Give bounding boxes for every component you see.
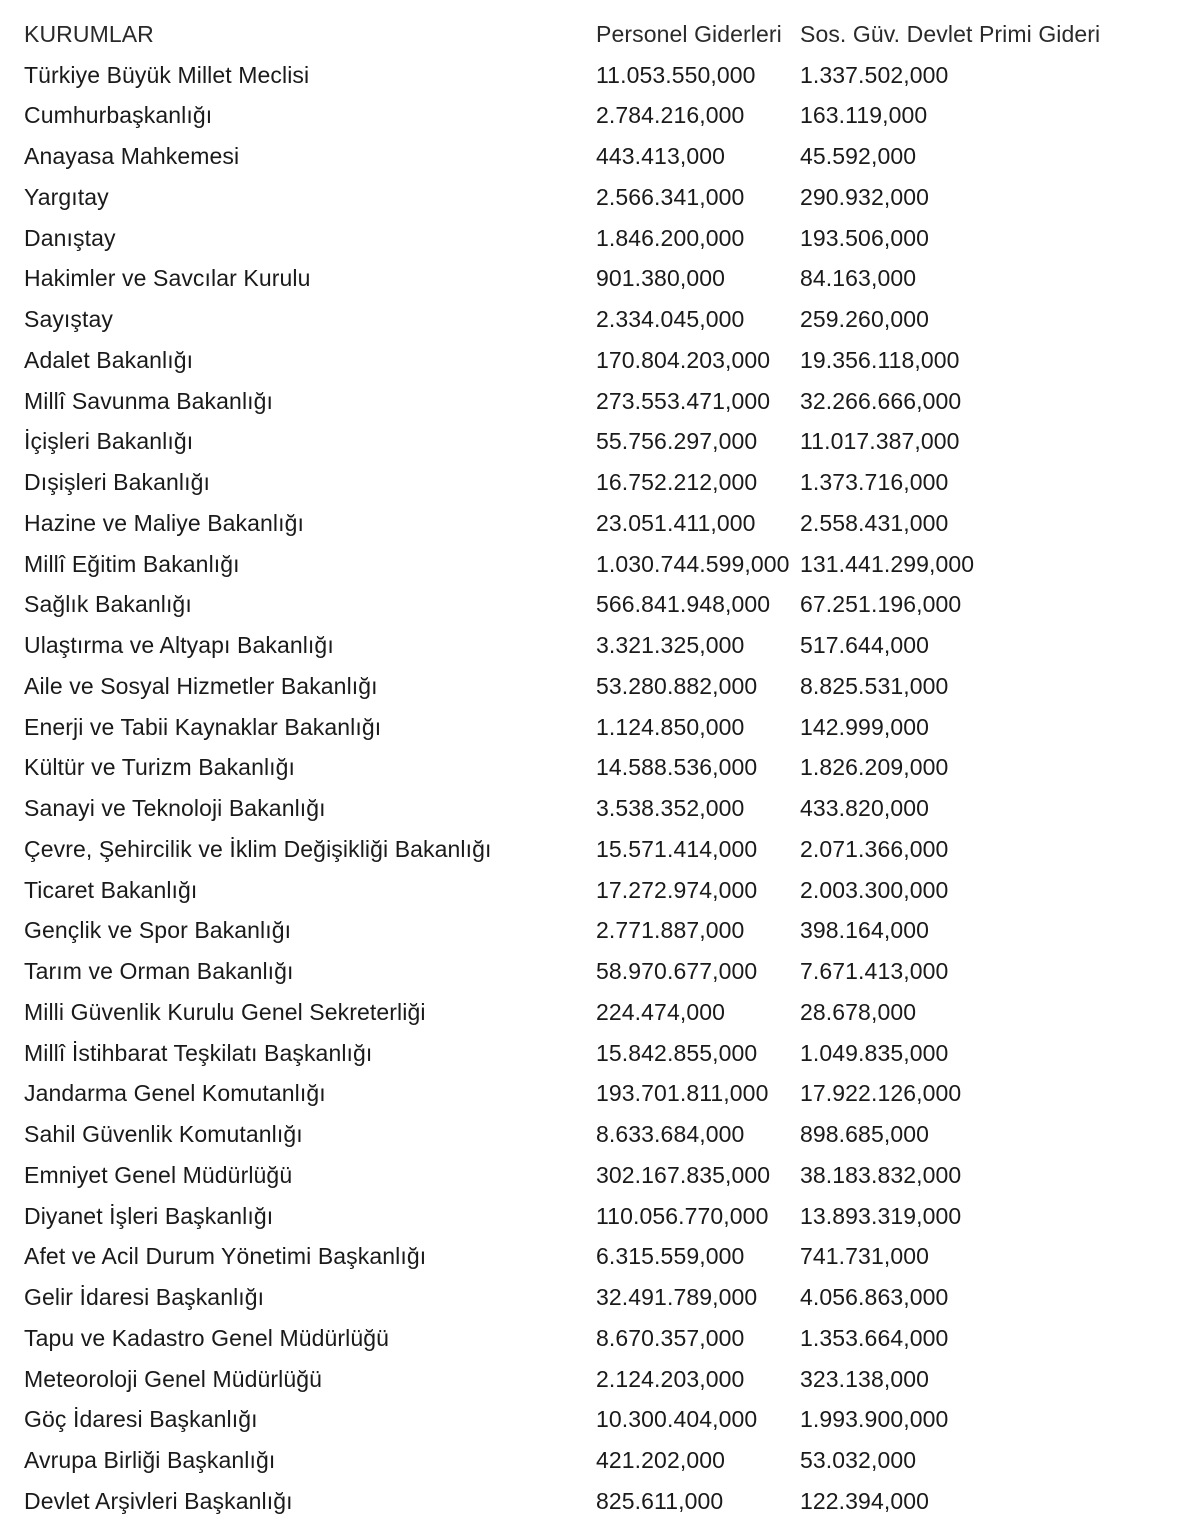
sos-guv-prim-value: 19.356.118,000 bbox=[800, 346, 960, 373]
table-row bbox=[24, 829, 1184, 870]
institution-name: Ulaştırma ve Altyapı Bakanlığı bbox=[24, 632, 334, 659]
institution-name: Gençlik ve Spor Bakanlığı bbox=[24, 917, 292, 944]
personel-giderleri-value: 443.413,000 bbox=[596, 143, 726, 170]
personel-giderleri-value: 23.051.411,000 bbox=[596, 509, 756, 536]
personel-giderleri-value: 2.784.216,000 bbox=[596, 102, 745, 129]
institution-name: Türkiye Büyük Millet Meclisi bbox=[24, 61, 310, 88]
sos-guv-prim-value: 1.049.835,000 bbox=[800, 1039, 949, 1066]
table-row bbox=[24, 1359, 1184, 1400]
sos-guv-prim-value: 11.017.387,000 bbox=[800, 428, 960, 455]
sos-guv-prim-value: 38.183.832,000 bbox=[800, 1161, 962, 1188]
institution-name: Sayıştay bbox=[24, 306, 114, 333]
sos-guv-prim-value: 122.394,000 bbox=[800, 1487, 930, 1514]
personel-giderleri-value: 53.280.882,000 bbox=[596, 672, 758, 699]
sos-guv-prim-value: 53.032,000 bbox=[800, 1447, 917, 1474]
institution-name: Anayasa Mahkemesi bbox=[24, 143, 240, 170]
table-row bbox=[24, 707, 1184, 748]
personel-giderleri-value: 58.970.677,000 bbox=[596, 958, 758, 985]
table-row bbox=[24, 381, 1184, 422]
sos-guv-prim-value: 2.558.431,000 bbox=[800, 509, 949, 536]
institution-name: Enerji ve Tabii Kaynaklar Bakanlığı bbox=[24, 713, 382, 740]
sos-guv-prim-value: 17.922.126,000 bbox=[800, 1080, 962, 1107]
institution-name: Yargıtay bbox=[24, 183, 109, 210]
table-row bbox=[24, 625, 1184, 666]
sos-guv-prim-value: 398.164,000 bbox=[800, 917, 930, 944]
institution-name: Avrupa Birliği Başkanlığı bbox=[24, 1447, 276, 1474]
table-row bbox=[24, 1400, 1184, 1441]
personel-giderleri-value: 8.633.684,000 bbox=[596, 1121, 745, 1148]
personel-giderleri-value: 566.841.948,000 bbox=[596, 591, 771, 618]
personel-giderleri-value: 2.334.045,000 bbox=[596, 306, 745, 333]
institution-name: Diyanet İşleri Başkanlığı bbox=[24, 1202, 274, 1229]
institution-name: Gelir İdaresi Başkanlığı bbox=[24, 1284, 265, 1311]
table-row bbox=[24, 544, 1184, 585]
sos-guv-prim-value: 142.999,000 bbox=[800, 713, 930, 740]
personel-giderleri-value: 55.756.297,000 bbox=[596, 428, 758, 455]
personel-giderleri-value: 15.571.414,000 bbox=[596, 835, 758, 862]
sos-guv-prim-value: 433.820,000 bbox=[800, 795, 930, 822]
header-kurumlar: KURUMLAR bbox=[24, 20, 154, 47]
sos-guv-prim-value: 13.893.319,000 bbox=[800, 1202, 962, 1229]
institution-name: Hazine ve Maliye Bakanlığı bbox=[24, 509, 305, 536]
institution-name: Cumhurbaşkanlığı bbox=[24, 102, 213, 129]
personel-giderleri-value: 11.053.550,000 bbox=[596, 61, 756, 88]
sos-guv-prim-value: 67.251.196,000 bbox=[800, 591, 962, 618]
institution-name: Millî İstihbarat Teşkilatı Başkanlığı bbox=[24, 1039, 373, 1066]
institution-name: Çevre, Şehircilik ve İklim Değişikliği Bakanlığı bbox=[24, 835, 492, 862]
table-row bbox=[24, 96, 1184, 137]
institution-name: Millî Eğitim Bakanlığı bbox=[24, 550, 240, 577]
table-row bbox=[24, 55, 1184, 96]
personel-giderleri-value: 1.846.200,000 bbox=[596, 224, 745, 251]
sos-guv-prim-value: 1.373.716,000 bbox=[800, 469, 949, 496]
sos-guv-prim-value: 741.731,000 bbox=[800, 1243, 930, 1270]
table-row bbox=[24, 870, 1184, 911]
personel-giderleri-value: 193.701.811,000 bbox=[596, 1080, 769, 1107]
personel-giderleri-value: 1.030.744.599,000 bbox=[596, 550, 790, 577]
institution-name: Dışişleri Bakanlığı bbox=[24, 469, 210, 496]
table-row bbox=[24, 1440, 1184, 1481]
institution-name: Hakimler ve Savcılar Kurulu bbox=[24, 265, 311, 292]
sos-guv-prim-value: 131.441.299,000 bbox=[800, 550, 975, 577]
table-row bbox=[24, 585, 1184, 626]
sos-guv-prim-value: 1.353.664,000 bbox=[800, 1324, 949, 1351]
sos-guv-prim-value: 1.993.900,000 bbox=[800, 1406, 949, 1433]
table-row bbox=[24, 422, 1184, 463]
personel-giderleri-value: 110.056.770,000 bbox=[596, 1202, 769, 1229]
personel-giderleri-value: 3.538.352,000 bbox=[596, 795, 745, 822]
institution-name: Emniyet Genel Müdürlüğü bbox=[24, 1161, 293, 1188]
sos-guv-prim-value: 4.056.863,000 bbox=[800, 1284, 949, 1311]
header-personel-giderleri: Personel Giderleri bbox=[596, 20, 782, 47]
personel-giderleri-value: 16.752.212,000 bbox=[596, 469, 758, 496]
sos-guv-prim-value: 163.119,000 bbox=[800, 102, 928, 129]
institution-name: Tapu ve Kadastro Genel Müdürlüğü bbox=[24, 1324, 390, 1351]
sos-guv-prim-value: 517.644,000 bbox=[800, 632, 930, 659]
sos-guv-prim-value: 193.506,000 bbox=[800, 224, 930, 251]
personel-giderleri-value: 8.670.357,000 bbox=[596, 1324, 745, 1351]
table-row bbox=[24, 911, 1184, 952]
personel-giderleri-value: 1.124.850,000 bbox=[596, 713, 745, 740]
institution-name: Tarım ve Orman Bakanlığı bbox=[24, 958, 294, 985]
personel-giderleri-value: 421.202,000 bbox=[596, 1447, 726, 1474]
table-row bbox=[24, 259, 1184, 300]
personel-giderleri-value: 2.124.203,000 bbox=[596, 1365, 745, 1392]
institution-name: Milli Güvenlik Kurulu Genel Sekreterliği bbox=[24, 998, 426, 1025]
institution-name: Afet ve Acil Durum Yönetimi Başkanlığı bbox=[24, 1243, 427, 1270]
institution-name: Danıştay bbox=[24, 224, 116, 251]
institution-name: Sanayi ve Teknoloji Bakanlığı bbox=[24, 795, 326, 822]
personel-giderleri-value: 273.553.471,000 bbox=[596, 387, 771, 414]
table-header-row bbox=[24, 14, 1184, 55]
personel-giderleri-value: 32.491.789,000 bbox=[596, 1284, 758, 1311]
personel-giderleri-value: 170.804.203,000 bbox=[596, 346, 771, 373]
table-row bbox=[24, 177, 1184, 218]
header-sos-guv-devlet-primi: Sos. Güv. Devlet Primi Gideri bbox=[800, 20, 1101, 47]
table-row bbox=[24, 1318, 1184, 1359]
personel-giderleri-value: 3.321.325,000 bbox=[596, 632, 745, 659]
table-row bbox=[24, 1277, 1184, 1318]
budget-table bbox=[24, 14, 1184, 1522]
table-row bbox=[24, 1155, 1184, 1196]
sos-guv-prim-value: 32.266.666,000 bbox=[800, 387, 962, 414]
sos-guv-prim-value: 290.932,000 bbox=[800, 183, 930, 210]
personel-giderleri-value: 901.380,000 bbox=[596, 265, 726, 292]
institution-name: Kültür ve Turizm Bakanlığı bbox=[24, 754, 296, 781]
table-row bbox=[24, 1114, 1184, 1155]
sos-guv-prim-value: 259.260,000 bbox=[800, 306, 930, 333]
sos-guv-prim-value: 2.071.366,000 bbox=[800, 835, 949, 862]
sos-guv-prim-value: 1.826.209,000 bbox=[800, 754, 949, 781]
table-row bbox=[24, 1033, 1184, 1074]
personel-giderleri-value: 17.272.974,000 bbox=[596, 876, 758, 903]
personel-giderleri-value: 10.300.404,000 bbox=[596, 1406, 758, 1433]
personel-giderleri-value: 6.315.559,000 bbox=[596, 1243, 745, 1270]
sos-guv-prim-value: 1.337.502,000 bbox=[800, 61, 949, 88]
sos-guv-prim-value: 898.685,000 bbox=[800, 1121, 930, 1148]
institution-name: Ticaret Bakanlığı bbox=[24, 876, 198, 903]
institution-name: Aile ve Sosyal Hizmetler Bakanlığı bbox=[24, 672, 378, 699]
sos-guv-prim-value: 7.671.413,000 bbox=[800, 958, 949, 985]
institution-name: Devlet Arşivleri Başkanlığı bbox=[24, 1487, 293, 1514]
table-row bbox=[24, 218, 1184, 259]
personel-giderleri-value: 2.566.341,000 bbox=[596, 183, 745, 210]
table-row bbox=[24, 1237, 1184, 1278]
institution-name: Sağlık Bakanlığı bbox=[24, 591, 192, 618]
institution-name: Jandarma Genel Komutanlığı bbox=[24, 1080, 326, 1107]
table-row bbox=[24, 340, 1184, 381]
personel-giderleri-value: 224.474,000 bbox=[596, 998, 726, 1025]
sos-guv-prim-value: 8.825.531,000 bbox=[800, 672, 949, 699]
personel-giderleri-value: 302.167.835,000 bbox=[596, 1161, 771, 1188]
personel-giderleri-value: 14.588.536,000 bbox=[596, 754, 758, 781]
institution-name: Meteoroloji Genel Müdürlüğü bbox=[24, 1365, 323, 1392]
sos-guv-prim-value: 2.003.300,000 bbox=[800, 876, 949, 903]
table-row bbox=[24, 1481, 1184, 1522]
table-row bbox=[24, 136, 1184, 177]
personel-giderleri-value: 825.611,000 bbox=[596, 1487, 724, 1514]
sos-guv-prim-value: 84.163,000 bbox=[800, 265, 917, 292]
table-body bbox=[24, 55, 1184, 1522]
personel-giderleri-value: 2.771.887,000 bbox=[596, 917, 745, 944]
table-row bbox=[24, 299, 1184, 340]
table-row bbox=[24, 503, 1184, 544]
sos-guv-prim-value: 323.138,000 bbox=[800, 1365, 930, 1392]
sos-guv-prim-value: 45.592,000 bbox=[800, 143, 917, 170]
table-row bbox=[24, 462, 1184, 503]
table-row bbox=[24, 788, 1184, 829]
personel-giderleri-value: 15.842.855,000 bbox=[596, 1039, 758, 1066]
table-row bbox=[24, 666, 1184, 707]
institution-name: Sahil Güvenlik Komutanlığı bbox=[24, 1121, 303, 1148]
table-row bbox=[24, 1074, 1184, 1115]
institution-name: İçişleri Bakanlığı bbox=[24, 428, 194, 455]
institution-name: Millî Savunma Bakanlığı bbox=[24, 387, 274, 414]
table-row bbox=[24, 1196, 1184, 1237]
sos-guv-prim-value: 28.678,000 bbox=[800, 998, 917, 1025]
institution-name: Adalet Bakanlığı bbox=[24, 346, 194, 373]
table-row bbox=[24, 748, 1184, 789]
table-row bbox=[24, 992, 1184, 1033]
institution-name: Göç İdaresi Başkanlığı bbox=[24, 1406, 258, 1433]
table-row bbox=[24, 951, 1184, 992]
